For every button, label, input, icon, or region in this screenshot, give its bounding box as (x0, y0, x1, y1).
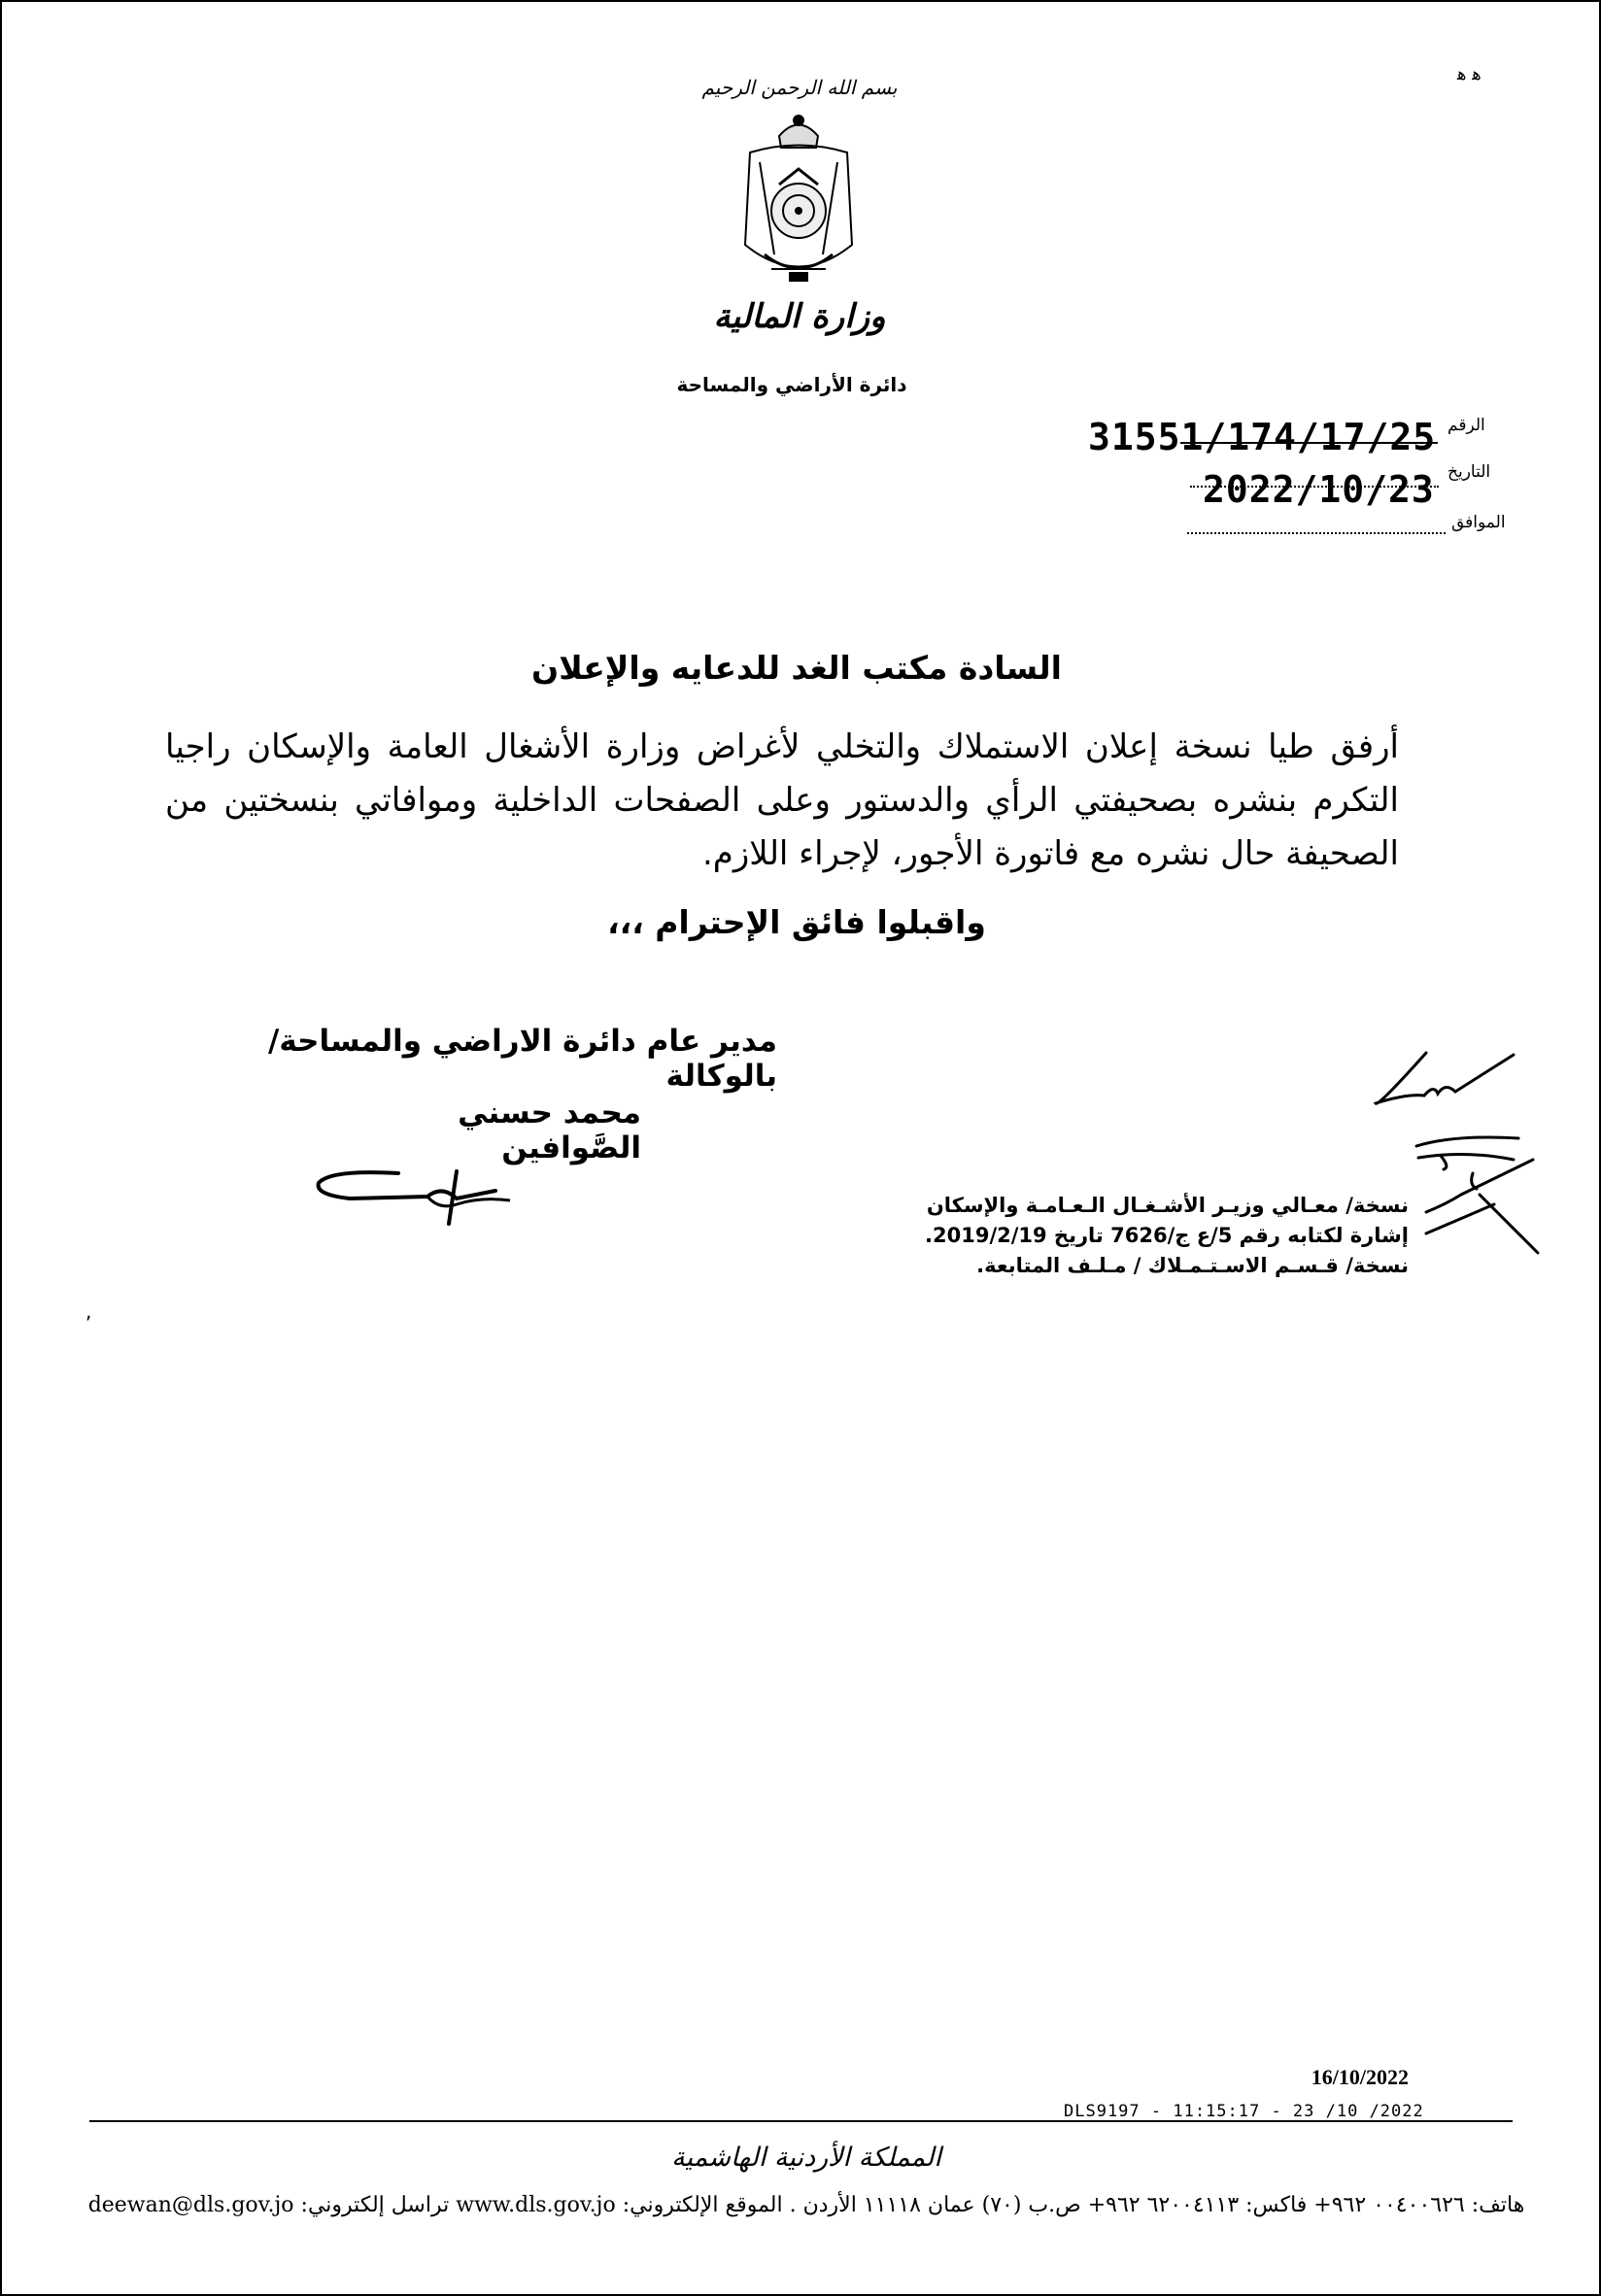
dls-stamp-code: DLS9197 - 11:15:17 - 23 /10 /2022 (1064, 2102, 1424, 2121)
corner-handwritten-mark: ﻫ ﻫ (1457, 64, 1482, 84)
copy-line: إشارة لكتابه رقم 5/ع ج/7626 تاريخ 2019/2/19. (925, 1224, 1409, 1247)
addressee: السادة مكتب الغد للدعايه والإعلان (531, 649, 1062, 687)
contact-details: هاتف: ٠٠٤٠٠٦٢٦ ٩٦٢+ فاكس: ٦٢٠٠٤١١٣ ٩٦٢+ ص.ب (٧٠) عمان ١١١١٨ الأردن . الموقع الإلكتروني: www.dls.gov.jo تراسل إلكتروني: deewan@dls.gov.jo (87, 2193, 1525, 2217)
reference-number-value: 31551/174/17/25 (1088, 416, 1437, 458)
letter-body: أرفق طيا نسخة إعلان الاستملاك والتخلي لأغراض وزارة الأشغال العامة والإسكان راجيا التكرم بنشره بصحيفتي الرأي والدستور وعلى الصفحات الداخلية وموافاتي بنسختين من الصحيفة حال نشره مع فاتورة الأجور، لإجراء اللازم. (165, 727, 1399, 873)
footer-divider (89, 2120, 1513, 2122)
print-date: 16/10/2022 (1311, 2065, 1409, 2089)
date-label: التاريخ (1448, 462, 1491, 482)
coat-of-arms-emblem (731, 109, 867, 293)
closing-salutation: واقبلوا فائق الإحترام ،،، (607, 903, 986, 941)
date-dotted-line (1190, 486, 1439, 488)
hijri-date-label: الموافق (1451, 513, 1506, 532)
signatory-title: مدير عام دائرة الاراضي والمساحة/بالوكالة (268, 1024, 777, 1094)
copy-line: نسخة/ قـسـم الاسـتـمـلاك / مـلـف المتابعة. (976, 1254, 1409, 1277)
stray-mark: , (85, 1300, 92, 1323)
kingdom-name: المملكة الأردنية الهاشمية (671, 2143, 941, 2173)
date-value: 2022/10/23 (1203, 468, 1435, 511)
copy-line: نسخة/ معـالي وزيـر الأشـغـال الـعـامـة والإسكان (926, 1194, 1409, 1217)
reference-number-label: الرقم (1448, 416, 1485, 435)
reference-strike-line (1180, 442, 1438, 444)
copies-list (835, 1191, 1409, 1281)
hijri-date-dotted-line (1187, 532, 1446, 534)
director-signature (311, 1162, 525, 1230)
basmala: بسم الله الرحمن الرحيم (701, 76, 898, 99)
department-name: دائرة الأراضي والمساحة (676, 373, 907, 396)
signatory-name: محمد حسني الصَّوافين (458, 1096, 641, 1165)
ministry-name: وزارة المالية (713, 297, 886, 336)
